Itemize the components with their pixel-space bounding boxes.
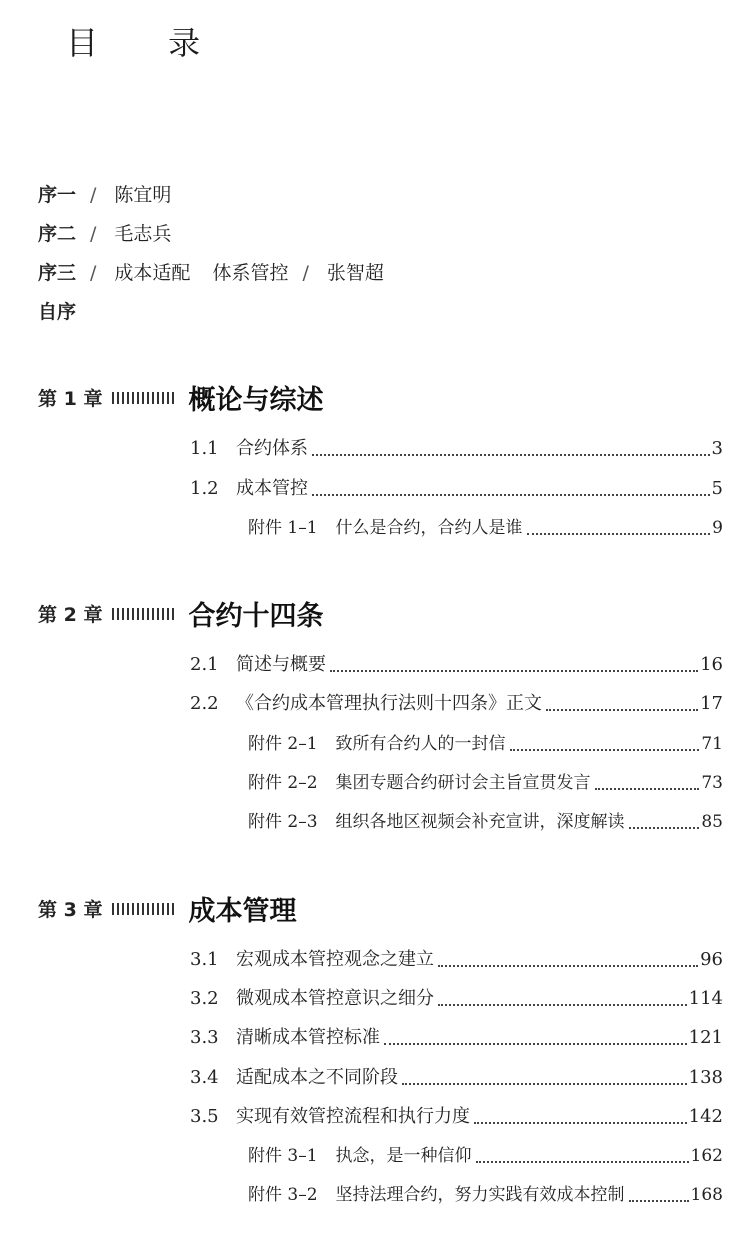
entry-number: 附件 2–1: [248, 734, 318, 754]
entry-number: 附件 1–1: [248, 518, 318, 538]
entry-title: 《合约成本管理执行法则十四条》正文: [236, 693, 542, 714]
entry-title: 执念，是一种信仰: [335, 1146, 472, 1166]
entry-number: 2.1: [190, 654, 219, 675]
preface-label: 序一: [38, 184, 77, 206]
entry-page: 17: [700, 693, 723, 714]
entry-number: 3.4: [190, 1067, 219, 1088]
toc-entry-3-1[interactable]: [190, 948, 723, 972]
entry-title: 微观成本管控意识之细分: [236, 988, 434, 1009]
entry-page: 168: [690, 1185, 723, 1205]
preface-2[interactable]: [38, 222, 171, 246]
toc-entry-3-5[interactable]: [190, 1105, 723, 1129]
chapter-bars-ornament: [112, 608, 174, 620]
toc-entry-appendix-3-2[interactable]: [248, 1183, 723, 1207]
dot-leader: [402, 1082, 687, 1085]
dot-leader: [595, 787, 700, 790]
entry-page: 5: [711, 478, 723, 499]
entry-page: 142: [688, 1106, 723, 1127]
entry-number: 3.2: [190, 988, 219, 1009]
entry-page: 71: [701, 734, 723, 754]
preface-1[interactable]: [38, 183, 171, 207]
dot-leader: [312, 493, 710, 496]
toc-entry-3-2[interactable]: [190, 987, 723, 1011]
dot-leader: [510, 748, 700, 751]
chapter-label: 第 3 章: [38, 899, 103, 921]
chapter-3-heading[interactable]: [38, 889, 296, 928]
dot-leader: [312, 453, 710, 456]
toc-entry-appendix-2-3[interactable]: [248, 810, 723, 834]
entry-page: 16: [700, 654, 723, 675]
toc-entry-3-3[interactable]: [190, 1026, 723, 1050]
preface-title-part2: 体系管控: [212, 262, 289, 284]
entry-title: 致所有合约人的一封信: [335, 734, 506, 754]
entry-number: 1.2: [190, 478, 219, 499]
toc-entry-1-2[interactable]: [190, 477, 723, 501]
entry-title: 简述与概要: [236, 654, 326, 675]
entry-page: 9: [712, 518, 723, 538]
entry-title: 实现有效管控流程和执行力度: [236, 1106, 470, 1127]
entry-title: 宏观成本管控观念之建立: [236, 949, 434, 970]
entry-title: 组织各地区视频会补充宣讲，深度解读: [335, 812, 625, 832]
dot-leader: [629, 826, 700, 829]
toc-entry-3-4[interactable]: [190, 1066, 723, 1090]
entry-number: 附件 2–3: [248, 812, 318, 832]
dot-leader: [384, 1042, 687, 1045]
entry-page: 138: [688, 1067, 723, 1088]
preface-author: 陈宜明: [114, 184, 172, 206]
chapter-title: 合约十四条: [188, 601, 324, 632]
entry-number: 附件 2–2: [248, 773, 318, 793]
entry-page: 96: [700, 949, 723, 970]
toc-entry-appendix-3-1[interactable]: [248, 1144, 723, 1168]
entry-number: 3.3: [190, 1027, 219, 1048]
dot-leader: [527, 532, 711, 535]
entry-title: 适配成本之不同阶段: [236, 1067, 398, 1088]
dot-leader: [438, 1003, 687, 1006]
chapter-label: 第 2 章: [38, 604, 103, 626]
entry-number: 2.2: [190, 693, 219, 714]
toc-entry-appendix-1-1[interactable]: [248, 516, 723, 540]
preface-label: 序三: [38, 262, 77, 284]
entry-title: 合约体系: [236, 438, 308, 459]
dot-leader: [476, 1160, 689, 1163]
preface-label: 序二: [38, 223, 77, 245]
entry-number: 1.1: [190, 438, 219, 459]
chapter-label: 第 1 章: [38, 388, 103, 410]
separator: /: [90, 184, 97, 206]
separator: /: [90, 262, 97, 284]
toc-entry-2-2[interactable]: [190, 692, 723, 716]
chapter-bars-ornament: [112, 903, 174, 915]
entry-page: 3: [711, 438, 723, 459]
chapter-1-heading[interactable]: [38, 378, 323, 417]
preface-title-part1: 成本适配: [114, 262, 191, 284]
preface-self[interactable]: [38, 300, 76, 324]
chapter-2-heading[interactable]: [38, 594, 323, 633]
page-title: 目 录: [66, 24, 231, 62]
toc-entry-appendix-2-2[interactable]: [248, 771, 723, 795]
separator: /: [90, 223, 97, 245]
chapter-title: 成本管理: [188, 896, 297, 927]
entry-page: 114: [688, 988, 723, 1009]
entry-page: 162: [690, 1146, 723, 1166]
preface-author: 张智超: [326, 262, 384, 284]
preface-3[interactable]: [38, 261, 384, 285]
dot-leader: [330, 669, 698, 672]
entry-page: 85: [701, 812, 723, 832]
chapter-bars-ornament: [112, 392, 174, 404]
entry-number: 3.1: [190, 949, 219, 970]
entry-page: 121: [688, 1027, 723, 1048]
dot-leader: [629, 1199, 689, 1202]
preface-author: 毛志兵: [114, 223, 172, 245]
entry-number: 附件 3–2: [248, 1185, 318, 1205]
entry-number: 3.5: [190, 1106, 219, 1127]
entry-title: 集团专题合约研讨会主旨宣贯发言: [335, 773, 591, 793]
entry-number: 附件 3–1: [248, 1146, 318, 1166]
dot-leader: [438, 964, 698, 967]
entry-title: 成本管控: [236, 478, 308, 499]
toc-entry-appendix-2-1[interactable]: [248, 732, 723, 756]
entry-page: 73: [701, 773, 723, 793]
entry-title: 坚持法理合约，努力实践有效成本控制: [335, 1185, 625, 1205]
toc-entry-1-1[interactable]: [190, 437, 723, 461]
separator: /: [302, 262, 309, 284]
preface-label: 自序: [38, 301, 77, 323]
dot-leader: [474, 1121, 687, 1124]
entry-title: 什么是合约，合约人是谁: [335, 518, 523, 538]
chapter-title: 概论与综述: [188, 385, 324, 416]
toc-entry-2-1[interactable]: [190, 653, 723, 677]
entry-title: 清晰成本管控标准: [236, 1027, 380, 1048]
dot-leader: [546, 708, 698, 711]
